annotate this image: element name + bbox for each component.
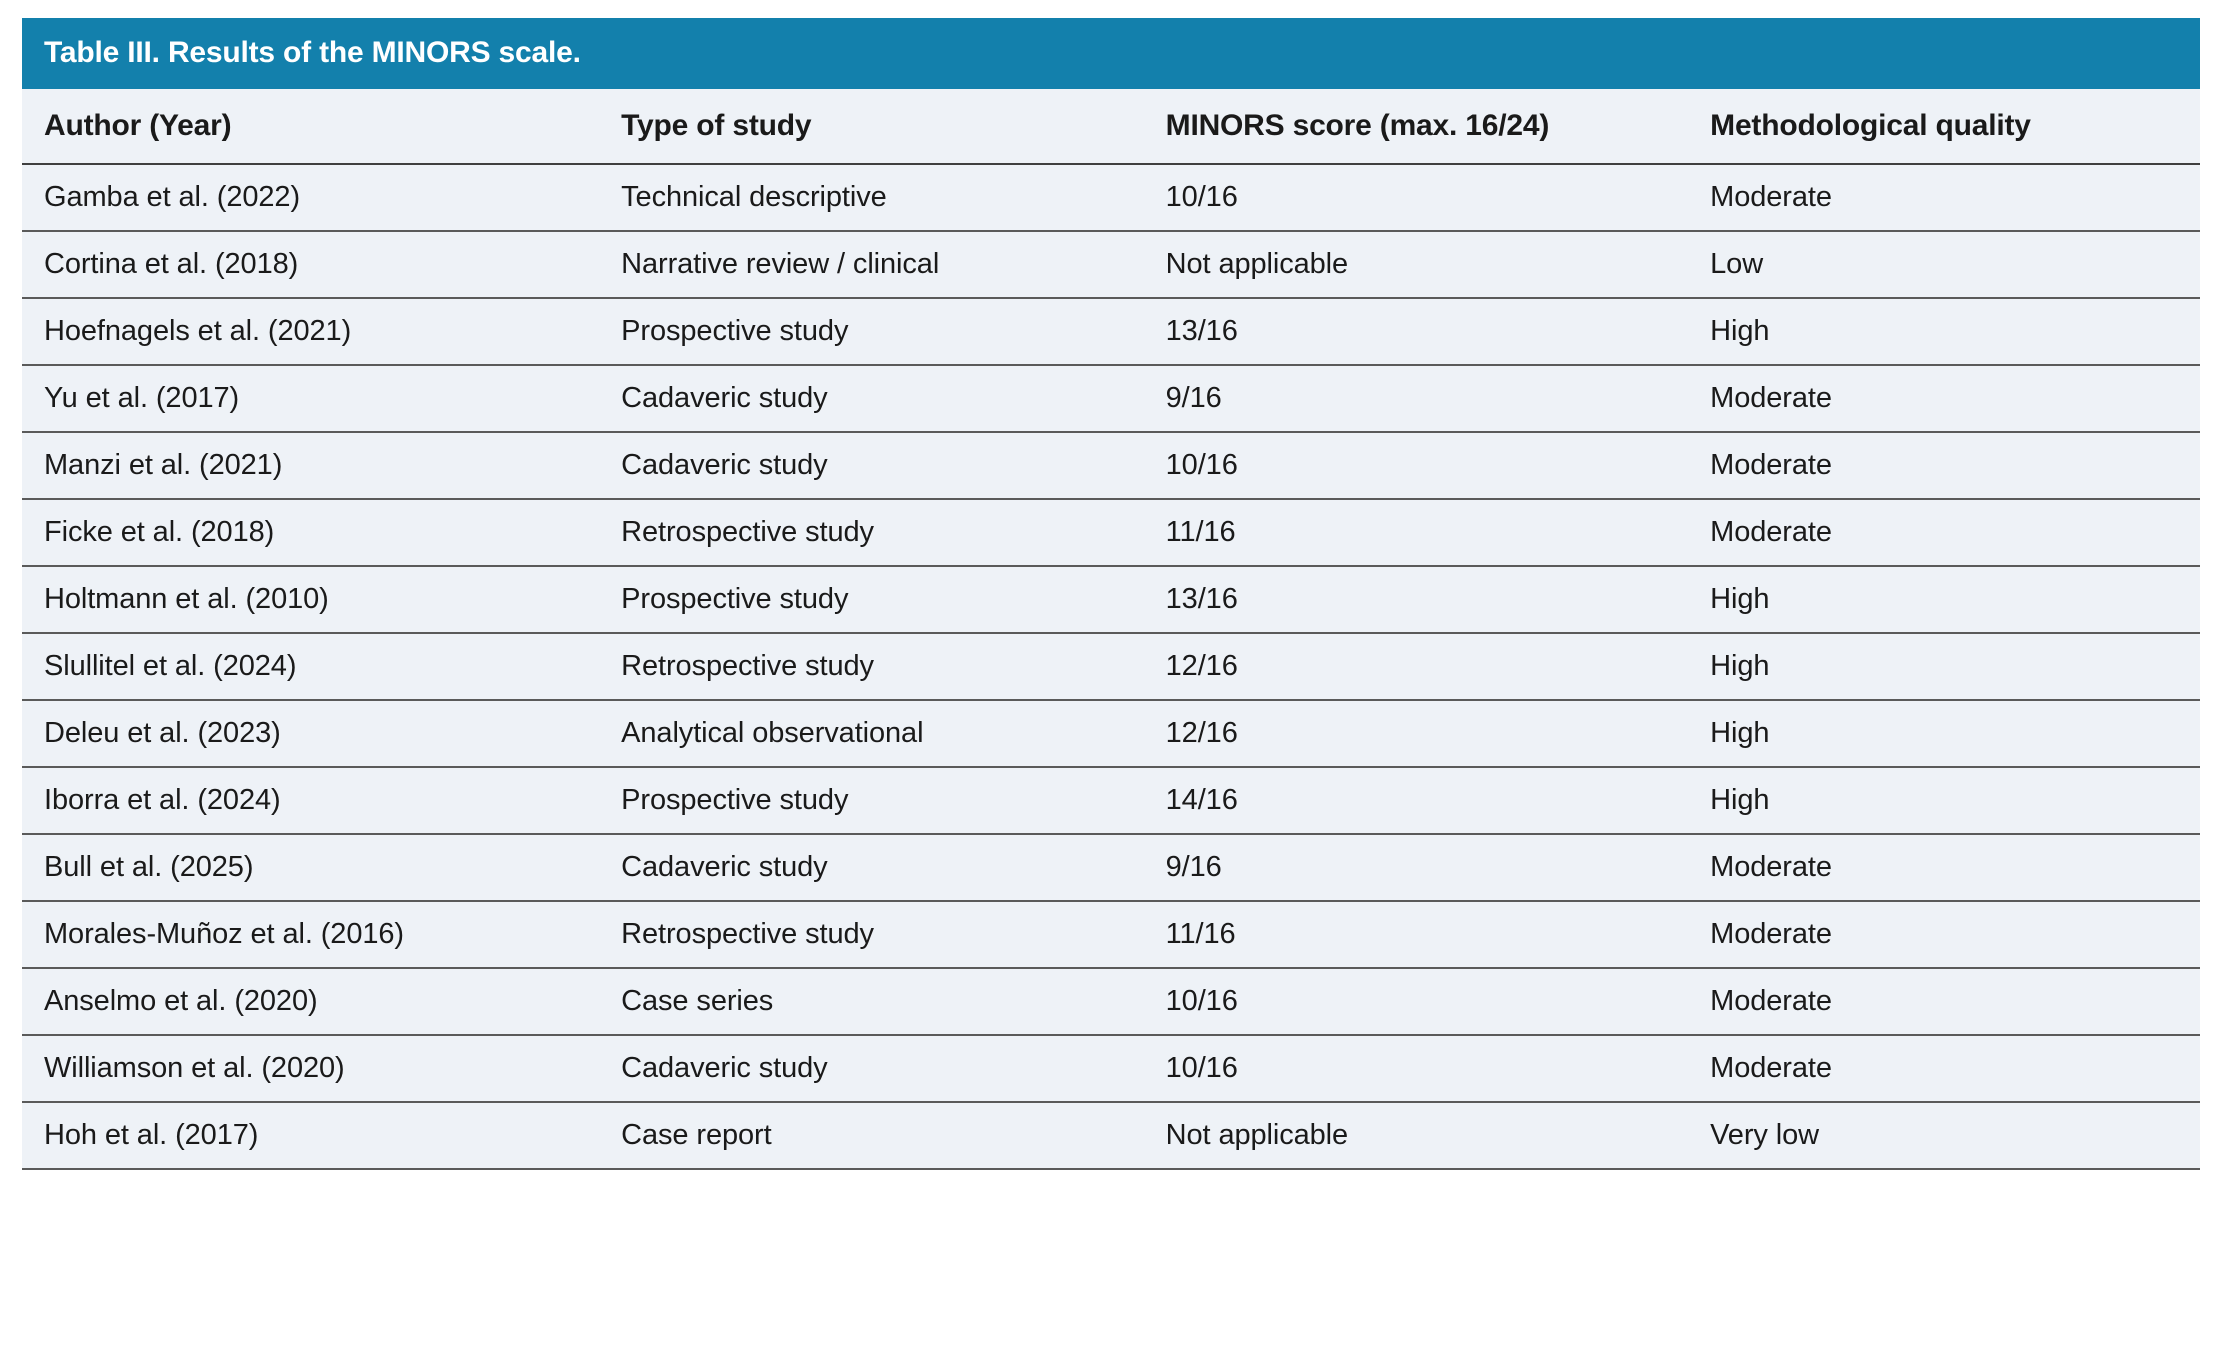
column-header-methodological-quality: Methodological quality (1688, 89, 2200, 164)
cell-methodological-quality: Moderate (1688, 164, 2200, 231)
cell-type-of-study: Prospective study (599, 566, 1144, 633)
table-row (22, 1102, 2200, 1169)
table-caption: Table III. Results of the MINORS scale. (22, 18, 2200, 89)
cell-type-of-study: Prospective study (599, 298, 1144, 365)
table-row (22, 767, 2200, 834)
table-row (22, 700, 2200, 767)
cell-author: Holtmann et al. (2010) (22, 566, 599, 633)
table-row (22, 566, 2200, 633)
column-header-type-of-study: Type of study (599, 89, 1144, 164)
table-row (22, 164, 2200, 231)
cell-methodological-quality: Moderate (1688, 968, 2200, 1035)
cell-methodological-quality: Low (1688, 231, 2200, 298)
cell-minors-score: Not applicable (1144, 1102, 1689, 1169)
cell-author: Slullitel et al. (2024) (22, 633, 599, 700)
cell-type-of-study: Analytical observational (599, 700, 1144, 767)
cell-type-of-study: Narrative review / clinical (599, 231, 1144, 298)
cell-methodological-quality: Moderate (1688, 432, 2200, 499)
table-row (22, 365, 2200, 432)
cell-minors-score: 10/16 (1144, 1035, 1689, 1102)
table-header (22, 89, 2200, 164)
cell-author: Williamson et al. (2020) (22, 1035, 599, 1102)
cell-author: Morales-Muñoz et al. (2016) (22, 901, 599, 968)
table-row (22, 231, 2200, 298)
table-row (22, 901, 2200, 968)
cell-methodological-quality: Moderate (1688, 901, 2200, 968)
cell-minors-score: 11/16 (1144, 499, 1689, 566)
cell-author: Anselmo et al. (2020) (22, 968, 599, 1035)
table-row (22, 633, 2200, 700)
cell-type-of-study: Prospective study (599, 767, 1144, 834)
cell-author: Hoefnagels et al. (2021) (22, 298, 599, 365)
cell-type-of-study: Case report (599, 1102, 1144, 1169)
cell-type-of-study: Technical descriptive (599, 164, 1144, 231)
cell-author: Iborra et al. (2024) (22, 767, 599, 834)
cell-type-of-study: Case series (599, 968, 1144, 1035)
table-row (22, 1035, 2200, 1102)
cell-type-of-study: Cadaveric study (599, 1035, 1144, 1102)
column-header-minors-score: MINORS score (max. 16/24) (1144, 89, 1689, 164)
cell-methodological-quality: Moderate (1688, 834, 2200, 901)
cell-methodological-quality: High (1688, 700, 2200, 767)
cell-author: Ficke et al. (2018) (22, 499, 599, 566)
cell-author: Bull et al. (2025) (22, 834, 599, 901)
table-row (22, 432, 2200, 499)
cell-methodological-quality: Moderate (1688, 1035, 2200, 1102)
table-header-row (22, 89, 2200, 164)
cell-type-of-study: Retrospective study (599, 499, 1144, 566)
table-row (22, 968, 2200, 1035)
cell-author: Gamba et al. (2022) (22, 164, 599, 231)
cell-minors-score: 13/16 (1144, 298, 1689, 365)
cell-methodological-quality: High (1688, 298, 2200, 365)
cell-methodological-quality: High (1688, 767, 2200, 834)
cell-minors-score: 10/16 (1144, 432, 1689, 499)
table-row (22, 499, 2200, 566)
cell-minors-score: 12/16 (1144, 633, 1689, 700)
cell-minors-score: 13/16 (1144, 566, 1689, 633)
cell-minors-score: 10/16 (1144, 968, 1689, 1035)
cell-minors-score: 9/16 (1144, 834, 1689, 901)
cell-methodological-quality: Moderate (1688, 499, 2200, 566)
cell-methodological-quality: High (1688, 633, 2200, 700)
cell-methodological-quality: High (1688, 566, 2200, 633)
cell-minors-score: 11/16 (1144, 901, 1689, 968)
cell-methodological-quality: Very low (1688, 1102, 2200, 1169)
cell-author: Yu et al. (2017) (22, 365, 599, 432)
cell-methodological-quality: Moderate (1688, 365, 2200, 432)
column-header-author: Author (Year) (22, 89, 599, 164)
cell-type-of-study: Retrospective study (599, 633, 1144, 700)
cell-minors-score: 10/16 (1144, 164, 1689, 231)
cell-type-of-study: Cadaveric study (599, 365, 1144, 432)
minors-results-table (22, 18, 2200, 1170)
cell-minors-score: 9/16 (1144, 365, 1689, 432)
cell-author: Manzi et al. (2021) (22, 432, 599, 499)
table-row (22, 298, 2200, 365)
table-row (22, 834, 2200, 901)
table-body (22, 164, 2200, 1169)
cell-minors-score: 12/16 (1144, 700, 1689, 767)
cell-minors-score: 14/16 (1144, 767, 1689, 834)
cell-author: Deleu et al. (2023) (22, 700, 599, 767)
cell-type-of-study: Cadaveric study (599, 834, 1144, 901)
cell-author: Hoh et al. (2017) (22, 1102, 599, 1169)
cell-type-of-study: Cadaveric study (599, 432, 1144, 499)
cell-author: Cortina et al. (2018) (22, 231, 599, 298)
cell-type-of-study: Retrospective study (599, 901, 1144, 968)
cell-minors-score: Not applicable (1144, 231, 1689, 298)
